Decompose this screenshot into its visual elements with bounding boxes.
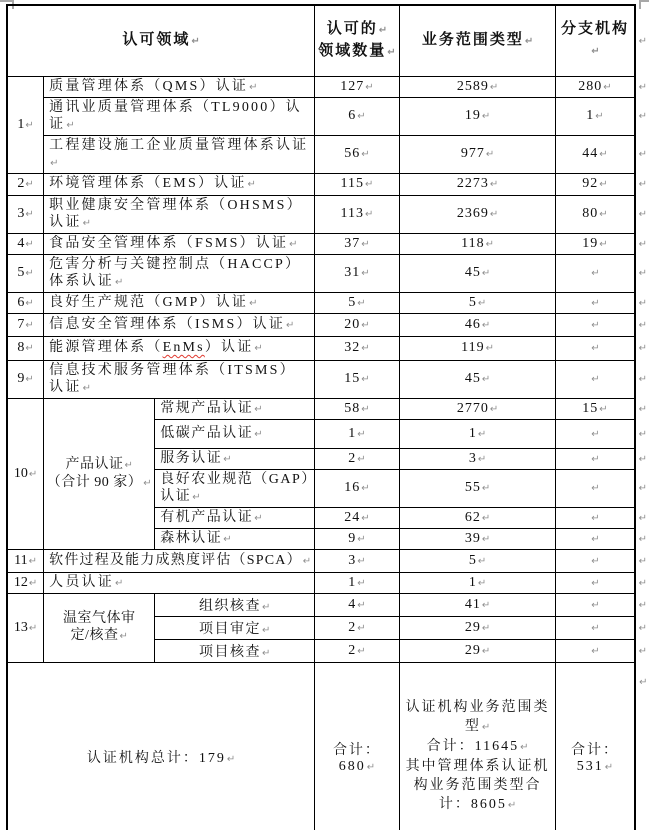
field-name-cell[interactable]: 食品安全管理体系（FSMS）认证↵ [44,233,315,254]
table-row [7,313,648,336]
header-branch-cell[interactable] [556,5,635,76]
paragraph-mark: ↵ [603,81,612,93]
paragraph-mark: ↵ [361,343,370,354]
paragraph-mark: ↵ [361,374,370,385]
paragraph-mark: ↵ [591,645,600,657]
scope-cell[interactable]: 5↵ [399,292,556,313]
scope-cell[interactable]: 1↵ [399,572,556,593]
table-row [7,572,648,593]
paragraph-mark: ↵ [595,111,604,122]
paragraph-mark: ↵ [361,238,370,250]
branch-cell[interactable] [556,549,635,572]
count-cell[interactable]: 1↵ [315,419,400,448]
branch-cell[interactable] [556,469,635,507]
table-row [7,336,648,360]
paragraph-mark: ↵ [481,512,491,524]
paragraph-mark: ↵ [481,483,491,494]
row-end-marker: ↵ [638,111,647,122]
paragraph-mark: ↵ [364,209,374,220]
paragraph-mark: ↵ [262,624,271,636]
paragraph-mark: ↵ [477,297,487,309]
table-row [7,233,648,254]
header-count-cell[interactable] [315,5,400,76]
paragraph-mark: ↵ [254,403,263,415]
scope-cell[interactable]: 977↵ [399,135,556,173]
row-end-marker: ↵ [638,149,647,160]
count-total-cell[interactable]: 合计：680↵ [315,662,400,830]
paragraph-mark: ↵ [226,753,236,765]
paragraph-mark: ↵ [82,217,91,229]
paragraph-mark: ↵ [591,533,600,545]
row-end-marker: ↵ [638,403,647,415]
row-end-marker: ↵ [638,577,647,589]
paragraph-mark: ↵ [28,555,38,567]
row-end-marker: ↵ [638,645,647,657]
field-name-cell[interactable]: 信息技术服务管理体系（ITSMS）认证↵ [44,360,315,398]
table-row [7,76,648,97]
branch-cell[interactable] [556,292,635,313]
sub-item-cell[interactable]: 良好农业规范（GAP）认证↵ [155,469,315,507]
paragraph-mark: ↵ [25,297,34,309]
group-label-cell[interactable]: 温室气体审 定/核查↵ [44,593,155,662]
field-name-cell[interactable]: 危害分析与关键控制点（HACCP）体系认证↵ [44,254,315,292]
paragraph-mark: ↵ [254,343,263,354]
paragraph-mark: ↵ [481,374,491,385]
count-cell[interactable]: 32↵ [315,336,400,360]
paragraph-mark: ↵ [50,157,59,169]
paragraph-mark: ↵ [223,533,232,545]
paragraph-mark: ↵ [477,577,487,589]
table-row [7,135,648,173]
count-cell[interactable]: 15↵ [315,360,400,398]
row-number-cell[interactable]: 4↵ [7,233,44,254]
sub-item-cell[interactable]: 有机产品认证↵ [155,507,315,528]
paragraph-mark: ↵ [25,179,34,190]
paragraph-mark: ↵ [302,555,312,567]
row-end-marker: ↵ [638,297,647,309]
sub-item-cell[interactable]: 组织核查↵ [155,593,315,616]
branch-cell[interactable]: 92↵ [556,173,635,195]
row-end-marker: ↵ [638,319,647,331]
sub-item-cell[interactable]: 低碳产品认证↵ [155,419,315,448]
branch-total-cell[interactable]: 合计：531↵ [556,662,635,830]
scope-total-text: 认证机构业务范围类型↵ 合计：11645↵ 其中管理体系认证机构业务范围类型合计：8605↵ [405,700,550,813]
paragraph-mark: ↵ [361,512,370,524]
table-header-row [7,5,648,76]
paragraph-mark: ↵ [591,374,600,385]
paragraph-mark: ↵ [361,149,370,160]
count-cell[interactable]: 6↵ [315,97,400,135]
group-label-cell[interactable]: 产品认证↵ （合计 90 家）↵ [44,398,155,549]
row-number-cell[interactable]: 5↵ [7,254,44,292]
paragraph-mark: ↵ [289,238,298,250]
scope-cell[interactable]: 62↵ [399,507,556,528]
table-row [7,173,648,195]
paragraph-mark: ↵ [249,81,258,93]
paragraph-mark: ↵ [599,149,608,160]
paragraph-mark: ↵ [599,238,608,250]
count-cell[interactable]: 56↵ [315,135,400,173]
branch-cell[interactable] [556,336,635,360]
scope-cell[interactable]: 41↵ [399,593,556,616]
header-branch-label: 分支机构 [560,21,629,38]
field-name-cell[interactable]: 软件过程及能力成熟度评估（SPCA）↵ [44,549,315,572]
table-row [7,360,648,398]
paragraph-mark: ↵ [481,722,491,734]
scope-cell[interactable]: 46↵ [399,313,556,336]
count-cell[interactable]: 1↵ [315,572,400,593]
row-number-cell[interactable]: 8↵ [7,336,44,360]
branch-cell[interactable] [556,528,635,549]
branch-cell[interactable] [556,313,635,336]
paragraph-mark: ↵ [357,555,366,567]
paragraph-mark: ↵ [481,533,491,545]
sub-item-cell[interactable]: 项目核查↵ [155,639,315,662]
row-end-marker: ↵ [638,81,647,93]
row-number-cell[interactable]: 13↵ [7,593,44,662]
paragraph-mark: ↵ [361,483,370,494]
table-row [7,254,648,292]
header-scope-label: 业务范围类型 [421,31,524,48]
row-end-marker: ↵ [638,238,647,250]
count-cell[interactable]: 20↵ [315,313,400,336]
header-count-line2: 领域数量 [318,42,387,59]
scope-cell[interactable]: 29↵ [399,616,556,639]
row-end-marker: ↵ [638,209,647,220]
paragraph-mark: ↵ [357,533,366,545]
field-name-cell[interactable]: 质量管理体系（QMS）认证↵ [44,76,315,97]
row-end-marker: ↵ [638,512,647,524]
branch-cell[interactable] [556,616,635,639]
paragraph-mark: ↵ [25,374,34,385]
row-number-cell[interactable]: 9↵ [7,360,44,398]
paragraph-mark: ↵ [591,453,600,465]
count-cell[interactable]: 2↵ [315,616,400,639]
paragraph-mark: ↵ [507,800,517,812]
paragraph-mark: ↵ [591,483,600,494]
branch-cell[interactable]: 1↵ [556,97,635,135]
paragraph-mark: ↵ [25,119,34,131]
branch-cell[interactable]: 44↵ [556,135,635,173]
field-name-cell[interactable]: 信息安全管理体系（ISMS）认证↵ [44,313,315,336]
branch-cell[interactable]: 15↵ [556,398,635,419]
sub-item-cell[interactable]: 森林认证↵ [155,528,315,549]
paragraph-mark: ↵ [591,577,600,589]
scope-cell[interactable]: 45↵ [399,254,556,292]
sub-item-cell[interactable]: 项目审定↵ [155,616,315,639]
paragraph-mark: ↵ [262,601,271,613]
header-scope-cell[interactable] [399,5,556,76]
paragraph-mark: ↵ [25,209,34,220]
sub-item-cell[interactable]: 服务认证↵ [155,448,315,469]
count-cell[interactable]: 9↵ [315,528,400,549]
scope-cell[interactable]: 45↵ [399,360,556,398]
row-end-marker: ↵ [638,35,647,47]
count-cell[interactable]: 2↵ [315,448,400,469]
branch-cell[interactable] [556,360,635,398]
row-number-cell[interactable]: 1↵ [7,76,44,173]
row-end-marker: ↵ [638,599,647,611]
row-end-marker: ↵ [638,453,647,465]
branch-cell[interactable] [556,419,635,448]
paragraph-mark: ↵ [591,512,600,524]
header-field-cell[interactable] [7,5,315,76]
header-field-label: 认可领域 [122,31,191,48]
sub-item-cell[interactable]: 常规产品认证↵ [155,398,315,419]
count-cell[interactable]: 113↵ [315,195,400,233]
paragraph-mark: ↵ [361,403,370,415]
row-number-cell[interactable]: 2↵ [7,173,44,195]
paragraph-mark: ↵ [387,46,396,58]
table-row [7,593,648,616]
paragraph-mark: ↵ [477,453,487,465]
count-cell[interactable]: 37↵ [315,233,400,254]
field-name-cell[interactable]: 良好生产规范（GMP）认证↵ [44,292,315,313]
paragraph-mark: ↵ [599,209,608,220]
paragraph-mark: ↵ [25,238,34,250]
branch-cell[interactable]: 280↵ [556,76,635,97]
scope-cell[interactable]: 1↵ [399,419,556,448]
field-name-cell[interactable]: 环境管理体系（EMS）认证↵ [44,173,315,195]
branch-cell[interactable]: 80↵ [556,195,635,233]
spellcheck-underlined-text: EnMs [162,340,205,355]
paragraph-mark: ↵ [591,297,600,309]
paragraph-mark: ↵ [591,555,600,567]
table-row [7,195,648,233]
paragraph-mark: ↵ [254,512,263,524]
count-cell[interactable]: 5↵ [315,292,400,313]
paragraph-mark: ↵ [28,468,38,480]
paragraph-mark: ↵ [599,403,608,415]
paragraph-mark: ↵ [66,119,75,131]
paragraph-mark: ↵ [25,319,34,331]
paragraph-mark: ↵ [604,761,614,773]
paragraph-mark: ↵ [365,81,374,93]
paragraph-mark: ↵ [481,622,491,634]
row-number-cell[interactable]: 10↵ [7,398,44,549]
count-cell[interactable]: 115↵ [315,173,400,195]
scope-cell[interactable]: 19↵ [399,97,556,135]
count-cell[interactable]: 31↵ [315,254,400,292]
paragraph-mark: ↵ [25,268,34,279]
paragraph-mark: ↵ [254,428,263,440]
paragraph-mark: ↵ [286,319,295,331]
paragraph-mark: ↵ [481,268,491,279]
paragraph-mark: ↵ [485,343,494,354]
scope-cell[interactable]: 119↵ [399,336,556,360]
row-number-cell[interactable]: 11↵ [7,549,44,572]
paragraph-mark: ↵ [591,343,600,354]
count-cell[interactable]: 2↵ [315,639,400,662]
paragraph-mark: ↵ [591,46,600,58]
paragraph-mark: ↵ [489,209,499,220]
count-cell[interactable]: 58↵ [315,398,400,419]
scope-cell[interactable]: 2369↵ [399,195,556,233]
paragraph-mark: ↵ [489,179,499,190]
paragraph-mark: ↵ [599,179,608,190]
paragraph-mark: ↵ [485,238,494,250]
paragraph-mark: ↵ [364,179,374,190]
paragraph-mark: ↵ [489,81,499,93]
field-name-cell[interactable]: 通讯业质量管理体系（TL9000）认证↵ [44,97,315,135]
scope-cell[interactable]: 2589↵ [399,76,556,97]
branch-cell[interactable] [556,639,635,662]
row-number-cell[interactable]: 12↵ [7,572,44,593]
paragraph-mark: ↵ [361,268,370,279]
paragraph-mark: ↵ [591,599,600,611]
row-end-marker: ↵ [638,622,647,634]
field-name-cell[interactable]: 能源管理体系（EnMs）认证↵ [44,336,315,360]
scope-cell[interactable]: 2273↵ [399,173,556,195]
field-name-cell[interactable]: 职业健康安全管理体系（OHSMS）认证↵ [44,195,315,233]
paragraph-mark: ↵ [247,179,256,190]
paragraph-mark: ↵ [520,742,529,754]
count-cell[interactable]: 3↵ [315,549,400,572]
paragraph-mark: ↵ [357,453,366,465]
paragraph-mark: ↵ [28,622,38,634]
paragraph-mark: ↵ [124,459,133,471]
paragraph-mark: ↵ [477,428,487,440]
branch-cell[interactable] [556,572,635,593]
count-cell[interactable]: 127↵ [315,76,400,97]
paragraph-mark: ↵ [591,268,600,279]
paragraph-mark: ↵ [357,297,366,309]
scope-cell[interactable]: 55↵ [399,469,556,507]
branch-cell[interactable]: 19↵ [556,233,635,254]
paragraph-mark: ↵ [262,647,271,659]
paragraph-mark: ↵ [591,428,600,440]
paragraph-mark: ↵ [481,319,491,331]
paragraph-mark: ↵ [143,477,152,489]
count-cell[interactable]: 4↵ [315,593,400,616]
paragraph-mark: ↵ [82,382,91,394]
header-count-line1: 认可的 [326,20,378,37]
paragraph-mark: ↵ [591,622,600,634]
row-end-marker: ↵ [638,179,647,190]
row-end-marker: ↵ [638,533,647,545]
table-row [7,549,648,572]
paragraph-mark: ↵ [477,555,487,567]
count-cell[interactable]: 16↵ [315,469,400,507]
paragraph-mark: ↵ [591,319,600,331]
row-end-marker: ↵ [638,555,647,567]
totals-row [7,662,648,830]
paragraph-mark: ↵ [192,491,201,503]
paragraph-mark: ↵ [249,297,258,309]
count-cell[interactable]: 24↵ [315,507,400,528]
table-row [7,97,648,135]
paragraph-mark: ↵ [191,35,200,47]
paragraph-mark: ↵ [366,761,376,773]
row-end-marker: ↵ [639,677,648,688]
paragraph-mark: ↵ [481,111,491,122]
scope-cell[interactable]: 2770↵ [399,398,556,419]
branch-cell[interactable] [556,507,635,528]
scope-total-cell[interactable] [399,662,556,830]
row-number-cell[interactable]: 3↵ [7,195,44,233]
paragraph-mark: ↵ [481,645,491,657]
branch-cell[interactable] [556,254,635,292]
table-row [7,292,648,313]
paragraph-mark: ↵ [378,24,388,36]
scope-cell[interactable]: 39↵ [399,528,556,549]
paragraph-mark: ↵ [489,403,499,415]
paragraph-mark: ↵ [357,428,366,440]
paragraph-mark: ↵ [25,343,34,354]
row-number-cell[interactable]: 6↵ [7,292,44,313]
paragraph-mark: ↵ [481,599,491,611]
paragraph-mark: ↵ [223,453,232,465]
branch-cell[interactable] [556,593,635,616]
accreditation-table [6,4,649,830]
scope-cell[interactable]: 5↵ [399,549,556,572]
row-end-marker: ↵ [638,483,647,494]
paragraph-mark: ↵ [357,111,366,122]
scope-cell[interactable]: 3↵ [399,448,556,469]
paragraph-mark: ↵ [357,577,366,589]
paragraph-mark: ↵ [114,276,124,288]
grand-total-cell[interactable]: 认证机构总计：179↵ [7,662,315,830]
paragraph-mark: ↵ [357,599,366,611]
field-name-cell[interactable]: 人员认证↵ [44,572,315,593]
paragraph-mark: ↵ [119,631,128,642]
paragraph-mark: ↵ [357,622,366,634]
table-row [7,398,648,419]
scope-cell[interactable]: 29↵ [399,639,556,662]
row-end-marker: ↵ [638,374,647,385]
paragraph-mark: ↵ [28,577,38,589]
branch-cell[interactable] [556,448,635,469]
field-name-cell[interactable]: 工程建设施工企业质量管理体系认证↵ [44,135,315,173]
paragraph-mark: ↵ [485,149,495,160]
row-end-marker: ↵ [638,428,647,440]
scope-cell[interactable]: 118↵ [399,233,556,254]
row-end-marker: ↵ [638,268,647,279]
paragraph-mark: ↵ [114,577,124,589]
paragraph-mark: ↵ [524,35,534,47]
row-number-cell[interactable]: 7↵ [7,313,44,336]
row-end-marker: ↵ [638,343,647,354]
paragraph-mark: ↵ [361,319,370,331]
paragraph-mark: ↵ [357,645,366,657]
